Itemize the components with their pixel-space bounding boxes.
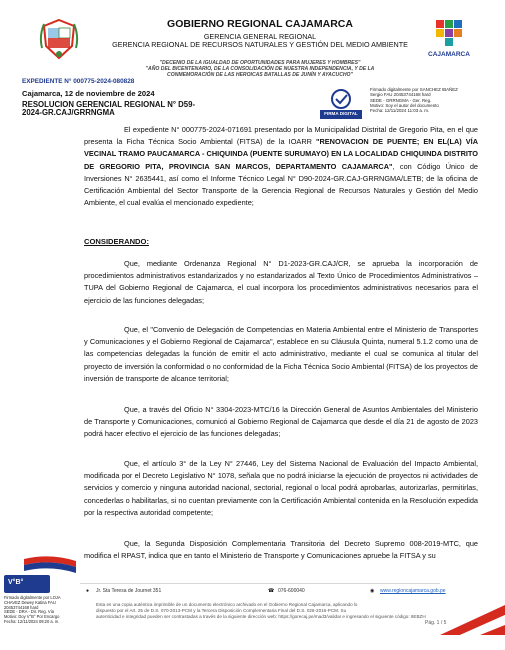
firma-logo-label: FIRMA DIGITAL	[324, 111, 358, 116]
paragraph-oficio: Que, a través del Oficio N° 3304-2023-MTC/16 la Dirección General de Asuntos Ambientales del Ministerio de Transporte y Comunicaciones, comunicó al Gobierno Regional de Cajamarca que desde el día 21 de agosto de 2023 podrá hacer efectivo el ejercicio de las funciones delegadas;	[84, 405, 478, 439]
signature-line: SEDE - GRRNGMA - Ger. Reg.	[370, 97, 432, 103]
signature-line: Firmado digitalmente por SANCHEZ IBAÑEZ	[370, 87, 458, 92]
authenticity-note	[96, 602, 446, 619]
expediente-number: EXPEDIENTE N° 000775-2024-080828	[22, 78, 135, 85]
phone-icon: ☎	[268, 588, 275, 594]
decade-banner	[95, 60, 425, 78]
peru-coat-of-arms-icon	[38, 16, 80, 62]
flag-ribbon-left	[24, 555, 76, 577]
considerando-heading: CONSIDERANDO:	[84, 237, 149, 246]
note-line: dispuesto por el Art. 25 de D.S. 070-2013-PCM y la Tercera Disposición Complementaria Final del D.S. 026-2016-PCM. Su	[96, 607, 347, 613]
paragraph-ley: Que, el artículo 3° de la Ley N° 27446, Ley del Sistema Nacional de Evaluación del Impacto Ambiental, modificada por el Decreto Legislativo N° 1078, señala que no podrá iniciarse la ejecución de proyectos ni actividades de servicios y comercio y ninguna autoridad nacional, sectorial, regional o local podrá aprobarlas, autorizarlas, permitirlas, concederlas o habilitarlas, si no cuentan previamente con la Certificación Ambiental contenida en la Resolución expedida por la respectiva autoridad competente;	[84, 459, 478, 517]
vb-line: Firmado digitalmente por LOJA	[4, 595, 61, 600]
header-subtitle-1: GERENCIA GENERAL REGIONAL	[203, 32, 317, 41]
decade-line-2: "AÑO DEL BICENTENARIO, DE LA CONSOLIDACIÓN DE NUESTRA INDEPENDENCIA, Y DE LA	[145, 66, 375, 72]
firma-digital-logo	[318, 88, 364, 120]
visto-bueno-stamp	[4, 575, 50, 593]
decade-line-1: "DECENIO DE LA IGUALDAD DE OPORTUNIDADES PARA MUJERES Y HOMBRES"	[159, 60, 361, 66]
signature-line: Motivo: Soy el autor del documento	[370, 102, 439, 108]
flag-ribbon-right	[440, 585, 505, 635]
vb-line: CHAVEZ Dewey Katina FAU	[4, 599, 56, 605]
digital-signature-block	[370, 87, 490, 113]
footer-address: Jr. Sta Teresa de Journet 351	[96, 588, 162, 594]
vb-line: 20453744168 hard	[4, 604, 39, 610]
location-icon: ●	[86, 588, 90, 594]
signature-line: Sergio FAU 20453744168 hard	[370, 92, 431, 98]
vb-line: Fecha: 12/11/2024 09:20 a. m.	[4, 618, 60, 624]
vb-line: Motivo: Doy V°B° Por Encargo	[4, 614, 60, 620]
paragraph-disposicion: Que, la Segunda Disposición Complementaria Transitoria del Decreto Supremo 008-2019-MTC, que modifica el RPAST, indica que en tanto el Ministerio de Transporte y Comunicaciones apruebe la FITSA y su	[84, 539, 478, 561]
intro-paragraph	[84, 124, 478, 209]
footer-divider	[80, 583, 440, 584]
vb-signature-block	[4, 596, 76, 625]
header-subtitle-2: GERENCIA REGIONAL DE RECURSOS NATURALES Y GESTIÓN DEL MEDIO AMBIENTE	[112, 40, 408, 49]
footer-phone: 076-600040	[278, 588, 305, 594]
vb-label: V°B°	[8, 579, 24, 586]
cajamarca-logo	[414, 18, 484, 62]
note-line: Esta es una copia auténtica imprimible de un documento electrónico archivado en el Gobierno Regional Cajamarca, aplicando lo	[96, 602, 358, 607]
paragraph-ordenanza: Que, mediante Ordenanza Regional N° D1-2023-GR.CAJ/CR, se aprueba la incorporación de procedimientos administrativos estandarizados y no estandarizados al Texto Único de Procedimientos Administrativos – TUPA del Gobierno Regional de Cajamarca, el cual incorpora los procedimientos administrativos necesarios para el ejercicio de las funciones delegadas;	[84, 259, 478, 305]
paragraph-convenio: Que, el "Convenio de Delegación de Competencias en Materia Ambiental entre el Ministerio de Transportes y Comunicaciones y el Gobierno Regional de Cajamarca", establece en su Cláusula Quinta, numeral 5.1.2 como una de las competencias delegadas la función de emitir el acto administrativo, mediante el cual se comunica al titular del proyecto de inversión la conformidad o no conformidad de la Ficha Técnica Socio Ambiental (FITSA) de los proyectos de inversión de transporte de alcance territorial;	[84, 325, 478, 383]
logo-right-text: CAJAMARCA	[428, 51, 470, 58]
page-number: Pág. 1 / 5	[425, 620, 447, 626]
web-icon: ◉	[370, 588, 375, 594]
note-line: autenticidad e integridad pueden ser contrastadas a través de la siguiente dirección web: https://gorecaj.pe/mad3/validar e ingresando el siguiente código: 6EBZH	[96, 613, 426, 619]
page-title: GOBIERNO REGIONAL CAJAMARCA	[167, 18, 353, 30]
project-name: "RENOVACION DE PUENTE; EN EL(LA) VÍA VECINAL TRAMO PAUCAMARCA - CHIQUINDA (PUENTE SURUMAYO) EN LA LOCALIDAD CHIQUINDA DISTRITO DE GREGORIO PITA, PROVINCIA SAN MARCOS, DEPARTAMENTO CAJAMARCA"	[84, 137, 479, 171]
signature-line: Fecha: 12/11/2024 11:03 a. m.	[370, 108, 430, 114]
decade-line-3: CONMEMORACIÓN DE LAS HEROICAS BATALLAS DE JUNÍN Y AYACUCHO"	[167, 72, 353, 78]
intro-text-a: El expediente N° 000775-2024-071691 presentado por la Municipalidad Distrital de Gregorio Pita, en el que presenta la Ficha Técnica Socio Ambiental (FITSA) de la IOARR	[84, 125, 478, 147]
resolution-title: RESOLUCION GERENCIAL REGIONAL N° D59-2024-GR.CAJ/GRRNGMA	[22, 100, 196, 117]
footer-website-link[interactable]: www.regioncajamarca.gob.pe	[380, 588, 446, 594]
document-date: Cajamarca, 12 de noviembre de 2024	[22, 89, 155, 98]
intro-text-b: , con Código Único de Inversiones N° 2635441, así como el Informe Técnico Legal N° D90-2024-GR.CAJ-GRRNGMA/LETB; de la oficina de Certificación Ambiental del Sector Transporte de la Gerencia Regional de Recursos Naturales y Gestión del Medio Ambiente, el cual evalúa el mencionado expediente;	[84, 161, 478, 208]
vb-line: SEDE - DRA - Dir. Reg. Vía	[4, 609, 55, 615]
